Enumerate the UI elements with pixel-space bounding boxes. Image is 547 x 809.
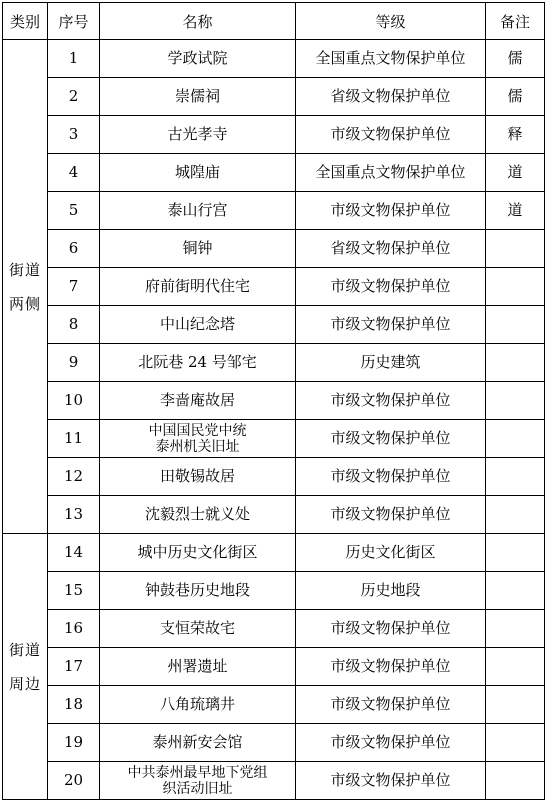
note-cell — [486, 230, 545, 268]
name-cell: 城隍庙 — [100, 154, 296, 192]
level-cell: 市级文物保护单位 — [296, 116, 486, 154]
seq-cell: 4 — [48, 154, 100, 192]
table-row — [3, 344, 545, 382]
category-line: 两侧 — [8, 294, 41, 313]
note-cell: 道 — [486, 154, 545, 192]
name-cell: 中山纪念塔 — [100, 306, 296, 344]
table-body — [3, 40, 545, 800]
seq-cell: 6 — [48, 230, 100, 268]
level-cell: 省级文物保护单位 — [296, 230, 486, 268]
header-name: 名称 — [100, 3, 296, 40]
name-line: 泰州机关旧址 — [155, 438, 240, 455]
table-row — [3, 534, 545, 572]
name-cell: 钟鼓巷历史地段 — [100, 572, 296, 610]
header-row — [3, 3, 545, 40]
note-cell — [486, 458, 545, 496]
name-cell: 古光孝寺 — [100, 116, 296, 154]
level-cell: 省级文物保护单位 — [296, 78, 486, 116]
header-category: 类别 — [3, 3, 48, 40]
table-row — [3, 610, 545, 648]
seq-cell: 2 — [48, 78, 100, 116]
note-cell — [486, 420, 545, 458]
seq-cell: 9 — [48, 344, 100, 382]
name-cell: 沈毅烈士就义处 — [100, 496, 296, 534]
level-cell: 历史文化街区 — [296, 534, 486, 572]
level-cell: 全国重点文物保护单位 — [296, 154, 486, 192]
header-seq: 序号 — [48, 3, 100, 40]
note-cell — [486, 344, 545, 382]
level-cell: 市级文物保护单位 — [296, 458, 486, 496]
level-cell: 全国重点文物保护单位 — [296, 40, 486, 78]
name-cell: 泰山行宫 — [100, 192, 296, 230]
level-cell: 市级文物保护单位 — [296, 268, 486, 306]
level-cell: 市级文物保护单位 — [296, 686, 486, 724]
name-cell — [100, 420, 296, 458]
table-row — [3, 230, 545, 268]
note-cell: 道 — [486, 192, 545, 230]
seq-cell: 15 — [48, 572, 100, 610]
header-level: 等级 — [296, 3, 486, 40]
note-cell — [486, 724, 545, 762]
seq-cell: 19 — [48, 724, 100, 762]
table-row — [3, 572, 545, 610]
table-row — [3, 648, 545, 686]
level-cell: 历史地段 — [296, 572, 486, 610]
seq-cell: 16 — [48, 610, 100, 648]
note-cell — [486, 610, 545, 648]
level-cell: 历史建筑 — [296, 344, 486, 382]
name-line: 中共泰州最早地下党组 — [127, 764, 268, 781]
name-cell: 泰州新安会馆 — [100, 724, 296, 762]
table-row — [3, 40, 545, 78]
table-row — [3, 496, 545, 534]
name-cell: 铜钟 — [100, 230, 296, 268]
heritage-table — [2, 2, 545, 800]
level-cell: 市级文物保护单位 — [296, 648, 486, 686]
table-row — [3, 762, 545, 800]
table-row — [3, 724, 545, 762]
name-line: 织活动旧址 — [162, 780, 233, 797]
name-cell: 支恒荣故宅 — [100, 610, 296, 648]
seq-cell: 7 — [48, 268, 100, 306]
level-cell: 市级文物保护单位 — [296, 382, 486, 420]
table-row — [3, 382, 545, 420]
note-cell — [486, 306, 545, 344]
table-row — [3, 78, 545, 116]
table-row — [3, 154, 545, 192]
name-cell: 崇儒祠 — [100, 78, 296, 116]
level-cell: 市级文物保护单位 — [296, 496, 486, 534]
note-cell — [486, 686, 545, 724]
seq-cell: 10 — [48, 382, 100, 420]
name-line: 中国国民党中统 — [148, 422, 247, 439]
table-row — [3, 116, 545, 154]
category-cell — [3, 40, 48, 534]
note-cell — [486, 762, 545, 800]
name-cell: 李啬庵故居 — [100, 382, 296, 420]
level-cell: 市级文物保护单位 — [296, 192, 486, 230]
name-cell: 府前街明代住宅 — [100, 268, 296, 306]
note-cell: 释 — [486, 116, 545, 154]
note-cell — [486, 496, 545, 534]
note-cell: 儒 — [486, 78, 545, 116]
name-cell: 八角琉璃井 — [100, 686, 296, 724]
level-cell: 市级文物保护单位 — [296, 420, 486, 458]
seq-cell: 17 — [48, 648, 100, 686]
note-cell — [486, 648, 545, 686]
category-line: 街道 — [8, 640, 41, 659]
table-row — [3, 306, 545, 344]
seq-cell: 18 — [48, 686, 100, 724]
seq-cell: 3 — [48, 116, 100, 154]
note-cell — [486, 572, 545, 610]
table-row — [3, 192, 545, 230]
seq-cell: 11 — [48, 420, 100, 458]
level-cell: 市级文物保护单位 — [296, 306, 486, 344]
seq-cell: 14 — [48, 534, 100, 572]
name-cell: 州署遗址 — [100, 648, 296, 686]
note-cell — [486, 268, 545, 306]
table-row — [3, 268, 545, 306]
category-line: 街道 — [8, 260, 41, 279]
name-cell: 北阮巷 24 号邹宅 — [100, 344, 296, 382]
name-cell: 田敬锡故居 — [100, 458, 296, 496]
seq-cell: 1 — [48, 40, 100, 78]
seq-cell: 13 — [48, 496, 100, 534]
name-cell: 学政试院 — [100, 40, 296, 78]
table-row — [3, 420, 545, 458]
seq-cell: 8 — [48, 306, 100, 344]
table-row — [3, 686, 545, 724]
level-cell: 市级文物保护单位 — [296, 610, 486, 648]
name-cell — [100, 762, 296, 800]
header-note: 备注 — [486, 3, 545, 40]
level-cell: 市级文物保护单位 — [296, 724, 486, 762]
note-cell — [486, 534, 545, 572]
note-cell — [486, 382, 545, 420]
note-cell: 儒 — [486, 40, 545, 78]
name-cell: 城中历史文化街区 — [100, 534, 296, 572]
seq-cell: 20 — [48, 762, 100, 800]
seq-cell: 5 — [48, 192, 100, 230]
level-cell: 市级文物保护单位 — [296, 762, 486, 800]
table-row — [3, 458, 545, 496]
category-cell — [3, 534, 48, 800]
seq-cell: 12 — [48, 458, 100, 496]
category-line: 周边 — [8, 674, 41, 693]
